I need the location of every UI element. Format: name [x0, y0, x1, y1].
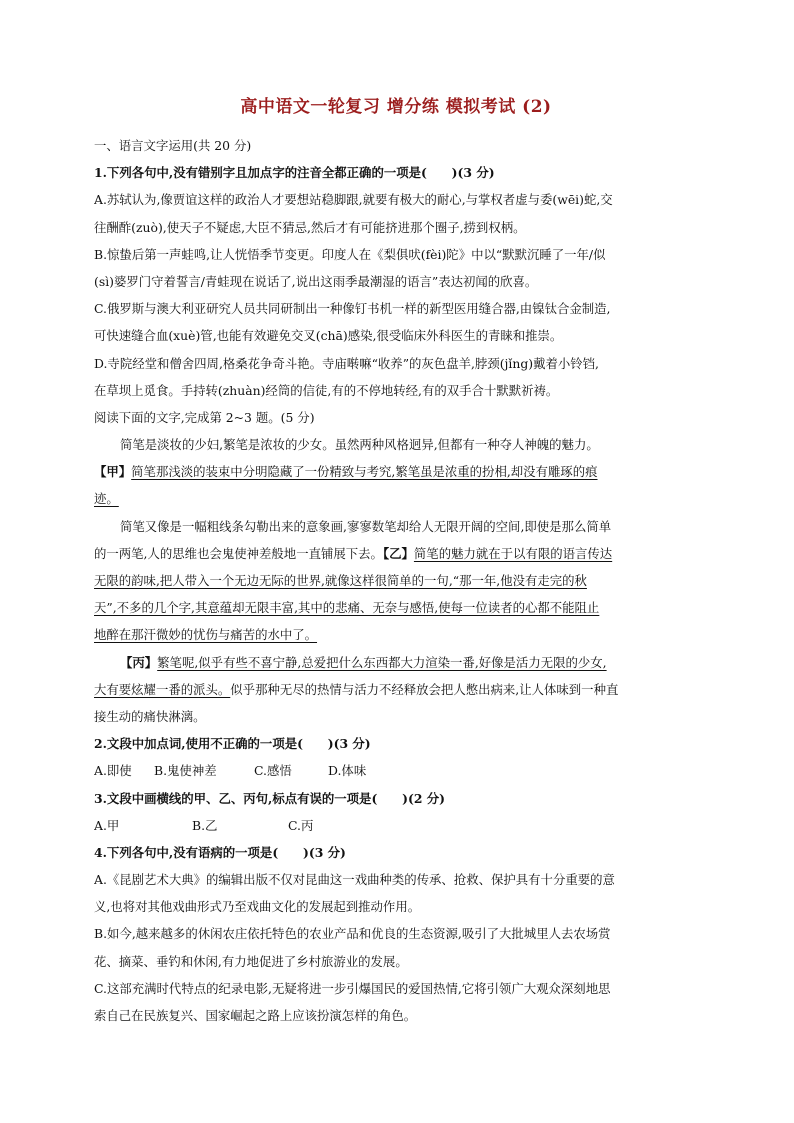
marker-yi: 【乙】	[382, 545, 414, 561]
q3-option-a: A.甲	[94, 817, 120, 833]
question-4-stem: 4.下列各句中,没有语病的一项是( )(3 分)	[94, 844, 346, 860]
passage-paragraph-3-end: 接生动的痛快淋漓。	[94, 708, 206, 724]
q4-option-c-line2: 索自己在民族复兴、国家崛起之路上应该扮演怎样的角色。	[94, 1008, 417, 1023]
passage-paragraph-2-line1: 简笔又像是一幅粗线条勾勒出来的意象画,寥寥数笔却给人无限开阔的空间,即使是那么简单	[120, 518, 612, 534]
underlined-sentence-yi-end: 地醉在那汗微妙的忧伤与痛苦的水中了。	[94, 627, 318, 643]
q1-option-d-line2: 在草坝上觅食。手持转(zhuàn)经筒的信徒,有的不停地转经,有的双手合十默默祈祷。	[94, 382, 559, 398]
underlined-sentence-bing: 繁笔呢,似乎有些不喜宁静,总爱把什么东西都大力渲染一番,好像是活力无限的少女,	[157, 654, 607, 670]
q1-option-a-line2: 往酬酢(zuò),使天子不疑虑,大臣不猜忌,然后才有可能挤进那个圈子,捞到权柄。	[94, 219, 526, 235]
q2-option-d: D.体味	[328, 763, 367, 779]
passage-bing-line1	[94, 649, 698, 676]
q4-option-c-line1: C.这部充满时代特点的纪录电影,无疑将进一步引爆国民的爱国热情,它将引领广大观众深刻地思	[94, 980, 611, 996]
q4-option-b-line2: 花、摘菜、垂钓和休闲,有力地促进了乡村旅游业的发展。	[94, 953, 408, 969]
passage-yi-line2	[94, 567, 698, 594]
passage-paragraph-1: 简笔是淡妆的少妇,繁笔是浓妆的少女。虽然两种风格迥异,但都有一种夺人神魄的魅力。	[120, 437, 599, 453]
q1-option-a-line1: A.苏轼认为,像贾谊这样的政治人才要想站稳脚跟,就要有极大的耐心,与掌权者虚与委(wēi)蛇,交	[94, 192, 613, 208]
passage-bing-line2	[94, 676, 698, 703]
passage-jia-line1	[94, 458, 698, 485]
section-heading: 一、语言文字运用(共 20 分)	[94, 138, 252, 153]
underlined-sentence-jia-end: 迹。	[94, 491, 119, 507]
q2-option-c: C.感悟	[254, 763, 292, 779]
question-3-stem: 3.文段中画横线的甲、乙、丙句,标点有误的一项是( )(2 分)	[94, 790, 446, 806]
passage-text: 的一两笔,人的思维也会鬼使神差般地一直铺展下去。	[94, 545, 383, 561]
question-2-stem: 2.文段中加点词,使用不正确的一项是( )(3 分)	[94, 736, 371, 752]
q3-options	[94, 812, 698, 839]
passage-jia-line2	[94, 485, 698, 512]
underlined-sentence-yi-cont2: 天”,不多的几个字,其意蕴却无限丰富,其中的悲痛、无奈与感悟,使每一位读者的心都不能阻止	[94, 600, 600, 616]
passage-paragraph-2-line2	[94, 540, 698, 567]
passage-yi-line4	[94, 621, 698, 648]
document-title: 高中语文一轮复习 增分练 模拟考试 (2)	[240, 97, 552, 117]
q1-option-c-line2: 可快速缝合血(xuè)管,也能有效避免交叉(chā)感染,很受临床外科医生的青睐和推崇。	[94, 328, 563, 344]
q3-option-c: C.丙	[288, 817, 314, 833]
q2-option-b: B.鬼使神差	[154, 763, 217, 779]
underlined-sentence-yi-cont: 无限的韵味,把人带入一个无边无际的世界,就像这样很简单的一句,“那一年,他没有走完的秋	[94, 573, 587, 588]
q4-option-a-line2: 义,也将对其他戏曲形式乃至戏曲文化的发展起到推动作用。	[94, 899, 421, 915]
underlined-sentence-yi: 简笔的魅力就在于以有限的语言传达	[413, 545, 613, 561]
q1-option-d-line1: D.寺院经堂和僧舍四周,格桑花争奇斗艳。寺庙啭嘛“收养”的灰色盘羊,脖颈(jǐng)戴着小铃铛,	[94, 355, 599, 371]
q2-option-a: A.即使	[94, 763, 132, 779]
q3-option-b: B.乙	[192, 817, 218, 833]
underlined-sentence-bing-end: 大有要炫耀一番的派头。	[94, 681, 231, 697]
document-page	[94, 96, 698, 1029]
marker-jia: 【甲】	[94, 464, 132, 480]
q1-option-b-line2: (sì)婆罗门守着誓言/青蛙现在说话了,说出这雨季最潮湿的语言”表达初闻的欣喜。	[94, 273, 538, 289]
underlined-sentence-jia: 简笔那浅淡的装束中分明隐藏了一份精致与考究,繁笔虽是浓重的扮相,却没有雕琢的痕	[131, 464, 598, 480]
question-1-stem: 1.下列各句中,没有错别字且加点字的注音全都正确的一项是( )(3 分)	[94, 165, 495, 181]
q1-option-b-line1: B.惊蛰后第一声蛙鸣,让人恍悟季节变更。印度人在《梨俱吠(fèi)陀》中以“默默沉睡了一年/似	[94, 246, 606, 262]
passage-yi-line3	[94, 594, 698, 621]
marker-bing: 【丙】	[120, 654, 158, 670]
reading-instructions: 阅读下面的文字,完成第 2~3 题。(5 分)	[94, 409, 315, 425]
q4-option-a-line1: A.《昆剧艺术大典》的编辑出版不仅对昆曲这一戏曲种类的传承、抢救、保护具有十分重要的意	[94, 872, 615, 888]
passage-text: 似乎那种无尽的热情与活力不经释放会把人憋出病来,让人体味到一种直	[230, 681, 619, 697]
q4-option-b-line1: B.如今,越来越多的休闲农庄依托特色的农业产品和优良的生态资源,吸引了大批城里人去农场赏	[94, 926, 611, 942]
q1-option-c-line1: C.俄罗斯与澳大利亚研究人员共同研制出一种像钉书机一样的新型医用缝合器,由镍钛合金制造,	[94, 301, 611, 317]
q2-options	[94, 757, 698, 784]
